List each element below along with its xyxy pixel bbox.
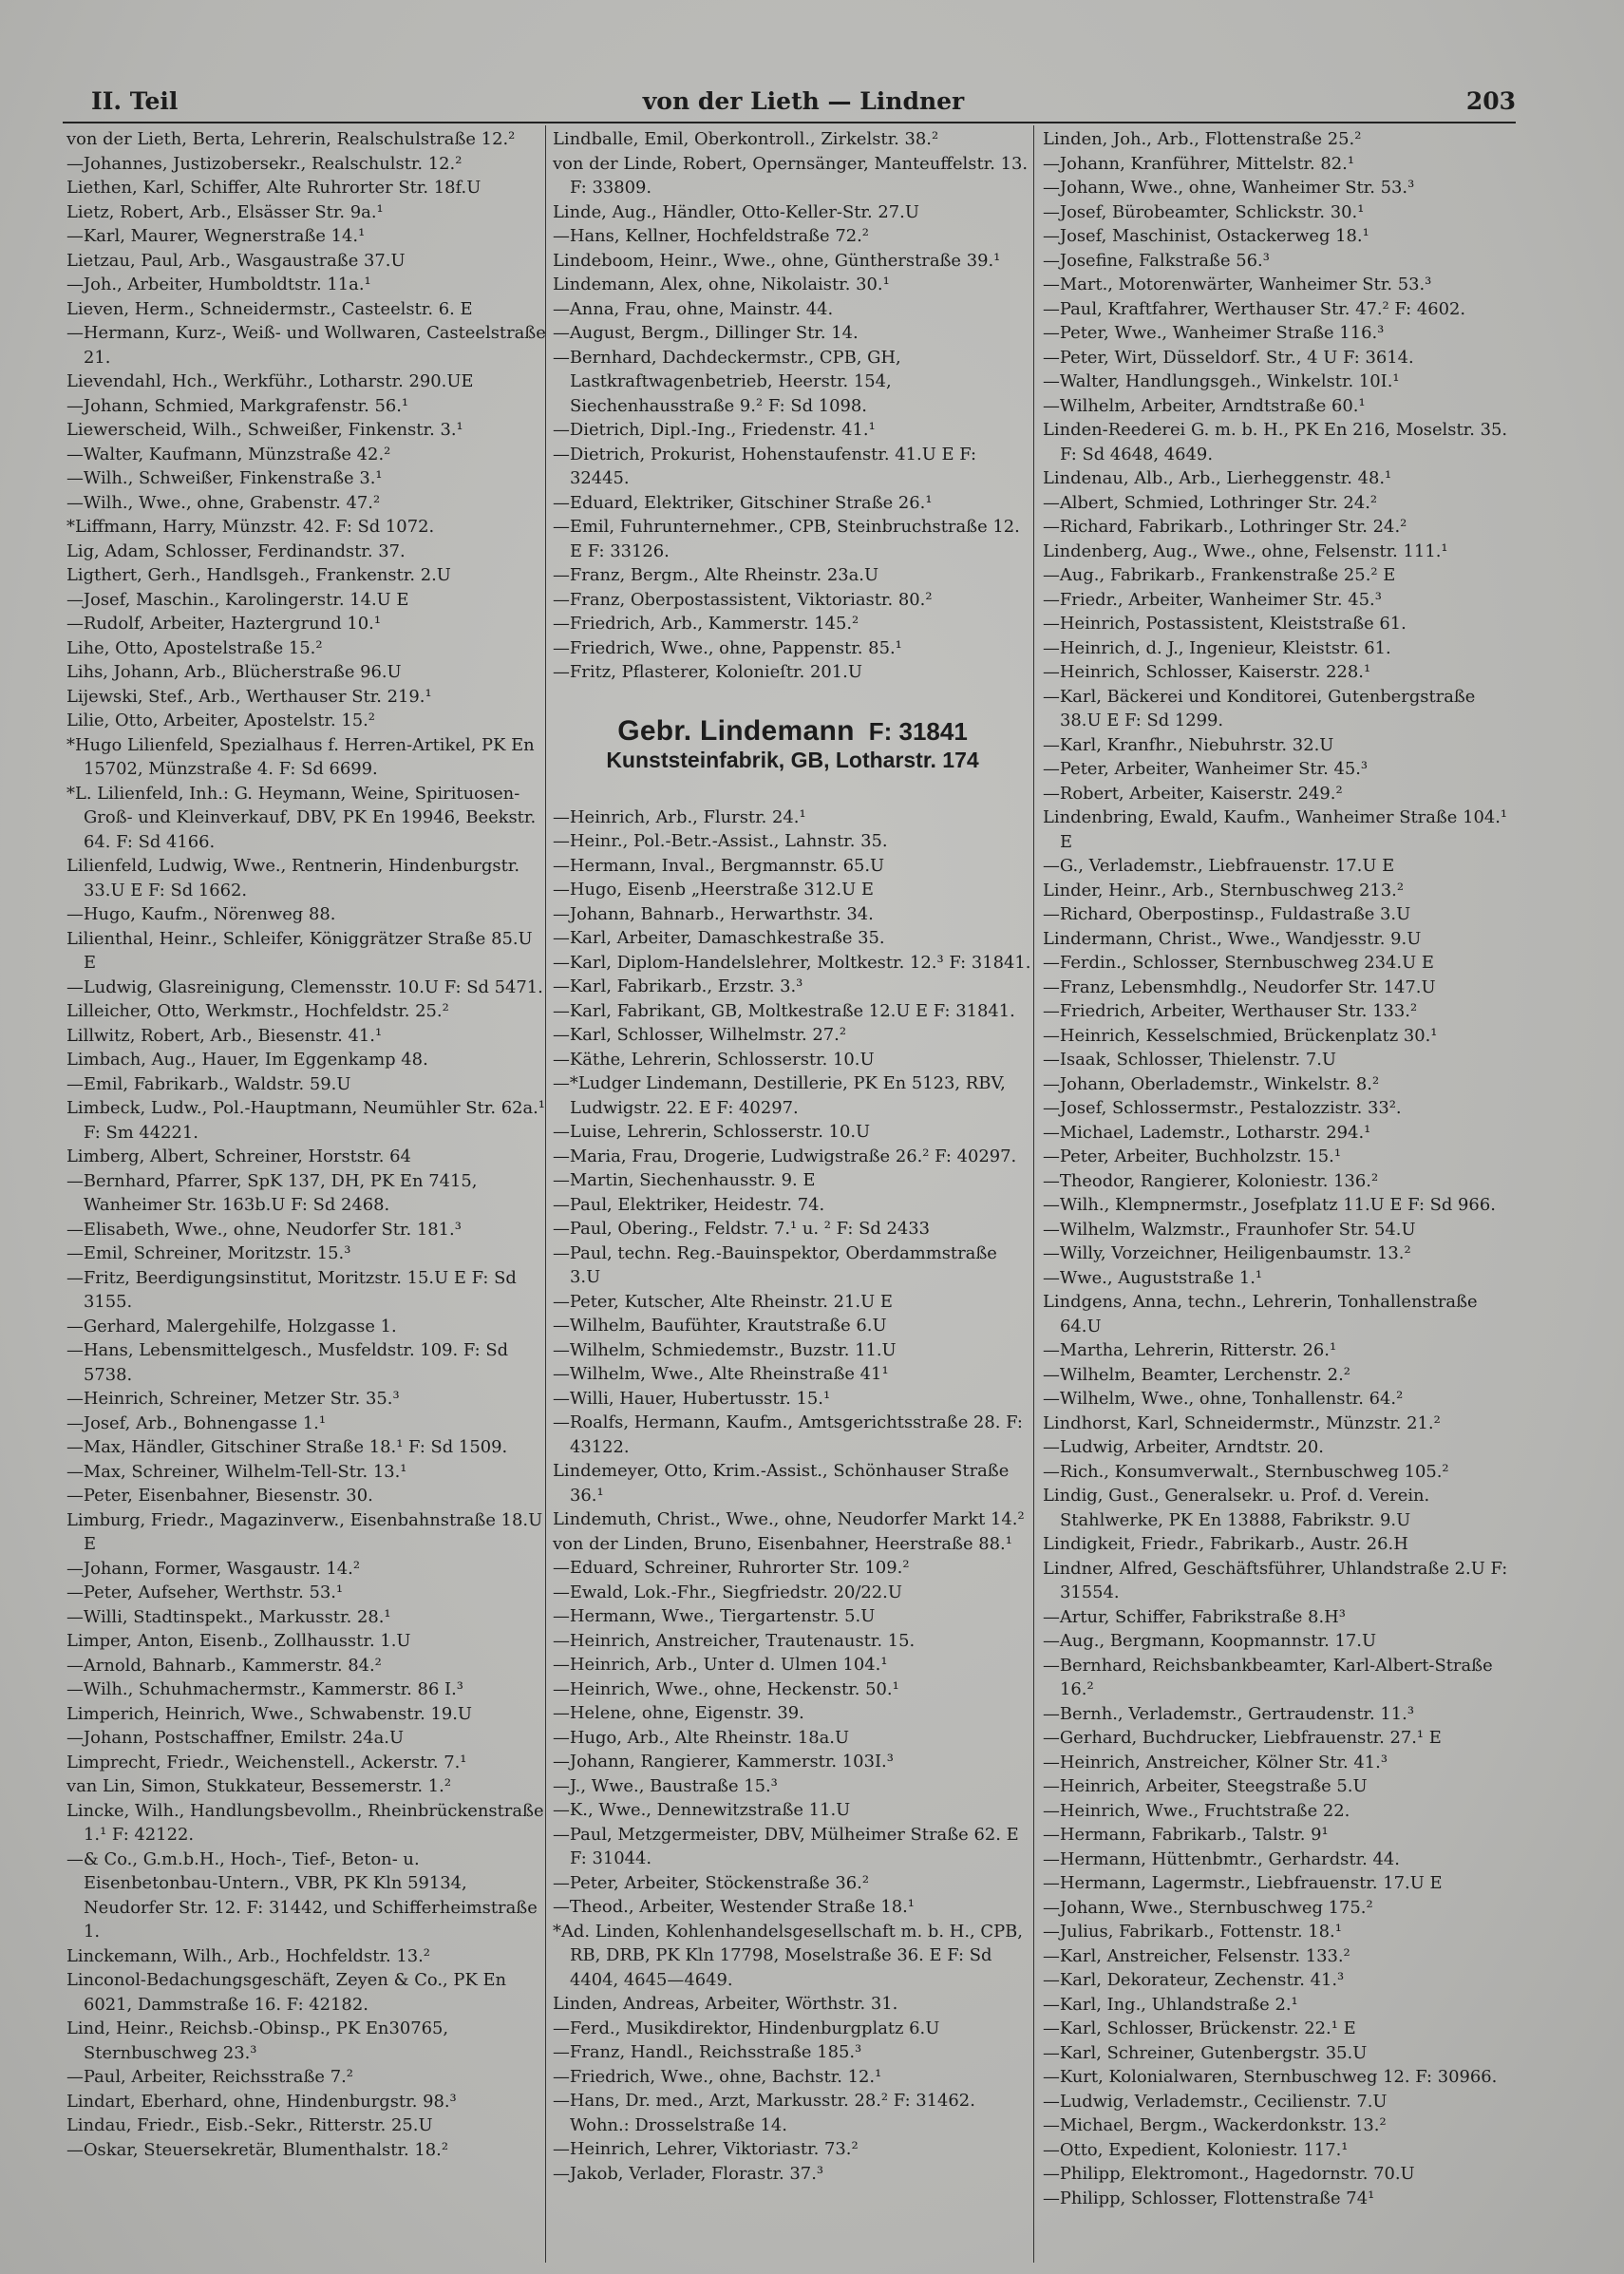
directory-entry: Limburg, Friedr., Magazinverw., Eisenbahnstraße 18.U E [66, 1509, 543, 1554]
directory-entry: —Wilhelm, Schmiedemstr., Buzstr. 11.U [553, 1339, 897, 1360]
directory-entry: —Gerhard, Buchdrucker, Liebfrauenstr. 27.¹ E [1043, 1728, 1442, 1748]
directory-entry: Lietzau, Paul, Arb., Wasgaustraße 37.U [66, 250, 406, 271]
directory-entry: Ligthert, Gerh., Handlsgeh., Frankenstr. 2.U [66, 565, 451, 585]
directory-entry: —Bernhard, Pfarrer, SpK 137, DH, PK En 7415, Wanheimer Str. 163b.U F: Sd 2468. [66, 1170, 478, 1215]
directory-entry: —Heinrich, Kesselschmied, Brückenplatz 30.¹ [1043, 1025, 1438, 1046]
directory-entry: Limper, Anton, Eisenb., Zollhausstr. 1.U [66, 1631, 411, 1651]
directory-entry: Lindenberg, Aug., Wwe., ohne, Felsenstr. 111.¹ [1043, 540, 1448, 561]
directory-entry: —Paul, Kraftfahrer, Werthauser Str. 47.² F: 4602. [1043, 298, 1466, 319]
directory-entry: van Lin, Simon, Stukkateur, Bessemerstr. 1.² [66, 1776, 452, 1796]
directory-entry: von der Lieth, Berta, Lehrerin, Realschulstraße 12.² [66, 129, 516, 149]
directory-entry: Linconol-Bedachungsgeschäft, Zeyen & Co., PK En 6021, Dammstraße 16. F: 42182. [66, 1970, 507, 2015]
directory-entry: —Karl, Ing., Uhlandstraße 2.¹ [1043, 1994, 1298, 2015]
directory-entry: —Hermann, Lagermstr., Liebfrauenstr. 17.U E [1043, 1873, 1443, 1893]
directory-entry: Limperich, Heinrich, Wwe., Schwabenstr. 19.U [66, 1703, 472, 1724]
directory-entry: —Friedrich, Wwe., ohne, Pappenstr. 85.¹ [553, 637, 902, 658]
directory-entry: Linden, Joh., Arb., Flottenstraße 25.² [1043, 129, 1362, 149]
directory-entry: —Heinrich, Anstreicher, Kölner Str. 41.³ [1043, 1752, 1388, 1772]
directory-entry: —Johann, Bahnarb., Herwarthstr. 34. [553, 903, 874, 924]
directory-entry: —Robert, Arbeiter, Kaiserstr. 249.² [1043, 783, 1343, 804]
directory-entry: —Ferd., Musikdirektor, Hindenburgplatz 6.U [553, 2018, 940, 2038]
directory-entry: —Karl, Fabrikarb., Erzstr. 3.³ [553, 976, 803, 996]
directory-entry: Lindau, Friedr., Eisb.-Sekr., Ritterstr. 25.U [66, 2115, 433, 2135]
directory-entry: —Martha, Lehrerin, Ritterstr. 26.¹ [1043, 1340, 1337, 1360]
directory-entry: —*Ludger Lindemann, Destillerie, PK En 5123, RBV, Ludwigstr. 22. E F: 40297. [553, 1073, 1006, 1118]
directory-entry: Lilienfeld, Ludwig, Wwe., Rentnerin, Hindenburgstr. 33.U E F: Sd 1662. [66, 856, 520, 900]
directory-entry: —Otto, Expedient, Koloniestr. 117.¹ [1043, 2139, 1349, 2160]
directory-entry: —Theod., Arbeiter, Westender Straße 18.¹ [553, 1897, 915, 1917]
directory-entry: —Paul, techn. Reg.-Bauinspektor, Oberdammstraße 3.U [553, 1242, 997, 1287]
directory-entry: —Oskar, Steuersekretär, Blumenthalstr. 18.² [66, 2139, 448, 2160]
directory-entry: —Hermann, Wwe., Tiergartenstr. 5.U [553, 1606, 876, 1626]
directory-entry: —G., Verlademstr., Liebfrauenstr. 17.U E [1043, 856, 1395, 876]
directory-entry: —Joh., Arbeiter, Humboldtstr. 11a.¹ [66, 275, 371, 294]
directory-entry: —Peter, Arbeiter, Stöckenstraße 36.² [553, 1872, 870, 1893]
directory-entry: —Johann, Former, Wasgaustr. 14.² [66, 1558, 360, 1579]
directory-entry: —Heinrich, Arb., Unter d. Ulmen 104.¹ [553, 1655, 888, 1675]
directory-entry: —Willy, Vorzeichner, Heiligenbaumstr. 13.² [1043, 1243, 1411, 1263]
directory-entry: —Franz, Bergm., Alte Rheinstr. 23a.U [553, 565, 879, 585]
directory-entry: —Peter, Wirt, Düsseldorf. Str., 4 U F: 3614. [1043, 347, 1414, 368]
directory-entry: Lieven, Herm., Schneidermstr., Casteelstr. 6. E [66, 298, 473, 319]
directory-entry: Lindart, Eberhard, ohne, Hindenburgstr. 98.³ [66, 2091, 457, 2112]
header-rule [63, 122, 1516, 123]
directory-entry: Lindermann, Christ., Wwe., Wandjesstr. 9.U [1043, 928, 1422, 949]
directory-entry: Lijewski, Stef., Arb., Werthauser Str. 219.¹ [66, 686, 432, 707]
column-1 [66, 127, 546, 2162]
directory-entry: —Isaak, Schlosser, Thielenstr. 7.U [1043, 1050, 1336, 1070]
directory-entry: —Heinrich, Wwe., ohne, Heckenstr. 50.¹ [553, 1678, 899, 1699]
directory-entry: —Artur, Schiffer, Fabrikstraße 8.H³ [1043, 1606, 1346, 1627]
directory-entry: —Hans, Kellner, Hochfeldstraße 72.² [553, 226, 869, 246]
directory-entry: —Hermann, Hüttenbmtr., Gerhardstr. 44. [1043, 1848, 1400, 1869]
directory-entry: —Friedr., Arbeiter, Wanheimer Str. 45.³ [1043, 589, 1382, 610]
directory-entry: —Heinrich, Arb., Flurstr. 24.¹ [553, 806, 806, 827]
directory-entry: —Friedrich, Arb., Kammerstr. 145.² [553, 614, 859, 634]
directory-entry: —Wilh., Wwe., ohne, Grabenstr. 47.² [66, 492, 381, 513]
directory-entry: —Michael, Bergm., Wackerdonkstr. 13.² [1043, 2115, 1387, 2135]
directory-entry: —Walter, Kaufmann, Münzstraße 42.² [66, 444, 391, 464]
directory-entry: —Franz, Lebensmhdlg., Neudorfer Str. 147.U [1043, 976, 1436, 997]
directory-entry: Lilleicher, Otto, Werkmstr., Hochfeldstr. 25.² [66, 1001, 449, 1021]
directory-entry: —Peter, Arbeiter, Wanheimer Str. 45.³ [1043, 759, 1369, 779]
directory-entry: —Michael, Lademstr., Lotharstr. 294.¹ [1043, 1122, 1371, 1143]
directory-entry: —Johann, Postschaffner, Emilstr. 24a.U [66, 1728, 405, 1748]
directory-entry: Linder, Heinr., Arb., Sternbuschweg 213.² [1043, 880, 1405, 900]
directory-entry: Lihs, Johann, Arb., Blücherstraße 96.U [66, 662, 402, 682]
directory-entry: —Hans, Dr. med., Arzt, Markusstr. 28.² F: 31462. Wohn.: Drosselstraße 14. [553, 2091, 975, 2135]
directory-entry: —Fritz, Beerdigungsinstitut, Moritzstr. 15.U E F: Sd 3155. [66, 1267, 517, 1312]
directory-entry: —Josef, Maschin., Karolingerstr. 14.U E [66, 589, 409, 610]
directory-entry: von der Linde, Robert, Opernsänger, Manteuffelstr. 13. F: 33809. [553, 153, 1029, 198]
directory-entry: —Albert, Schmied, Lothringer Str. 24.² [1043, 492, 1378, 513]
directory-entry: —Rudolf, Arbeiter, Haztergrund 10.¹ [66, 614, 381, 634]
directory-entry: —Elisabeth, Wwe., ohne, Neudorfer Str. 181.³ [66, 1219, 462, 1240]
directory-entry: —Max, Händler, Gitschiner Straße 18.¹ F: Sd 1509. [66, 1437, 508, 1457]
directory-entry: —Heinrich, Postassistent, Kleiststraße 61. [1043, 614, 1407, 634]
directory-entry: *Hugo Lilienfeld, Spezialhaus f. Herren-Artikel, PK En 15702, Münzstraße 4. F: Sd 6699. [66, 734, 535, 779]
directory-entry: Limprecht, Friedr., Weichenstell., Ackerstr. 7.¹ [66, 1752, 467, 1772]
directory-entry: —Wilh., Schweißer, Finkenstraße 3.¹ [66, 468, 383, 488]
directory-entry: —Karl, Dekorateur, Zechenstr. 41.³ [1043, 1970, 1345, 1990]
directory-entry: —Ludwig, Glasreinigung, Clemensstr. 10.U F: Sd 5471. [66, 976, 543, 997]
directory-entry: —August, Bergm., Dillinger Str. 14. [553, 323, 859, 343]
directory-entry: —Karl, Schlosser, Wilhelmstr. 27.² [553, 1025, 847, 1045]
directory-entry: —Aug., Bergmann, Koopmannstr. 17.U [1043, 1631, 1377, 1651]
directory-entry: —K., Wwe., Dennewitzstraße 11.U [553, 1800, 851, 1820]
directory-entry: —Josef, Arb., Bohnengasse 1.¹ [66, 1412, 327, 1433]
directory-entry: —Anna, Frau, ohne, Mainstr. 44. [553, 298, 834, 319]
directory-entry: —Hugo, Eisenb „Heerstraße 312.U E [553, 880, 874, 900]
directory-entry: Lilienthal, Heinr., Schleifer, Königgrätzer Straße 85.U E [66, 928, 533, 973]
directory-entry: —Emil, Fuhrunternehmer., CPB, Steinbruchstraße 12. E F: 33126. [553, 517, 1020, 561]
directory-entry: Lilie, Otto, Arbeiter, Apostelstr. 15.² [66, 711, 375, 730]
directory-entry: —Paul, Elektriker, Heidestr. 74. [553, 1194, 825, 1215]
directory-entry: Lillwitz, Robert, Arb., Biesenstr. 41.¹ [66, 1025, 383, 1046]
directory-entry: —J., Wwe., Baustraße 15.³ [553, 1775, 778, 1796]
directory-entry: —Ewald, Lok.-Fhr., Siegfriedstr. 20/22.U [553, 1582, 902, 1602]
directory-entry: —Martin, Siechenhausstr. 9. E [553, 1170, 816, 1190]
directory-entry: —Philipp, Elektromont., Hagedornstr. 70.U [1043, 2164, 1415, 2184]
directory-entry: —Roalfs, Hermann, Kaufm., Amtsgerichtsstraße 28. F: 43122. [553, 1412, 1023, 1457]
directory-entry: Lihe, Otto, Apostelstraße 15.² [66, 637, 323, 658]
directory-entry: Lindballe, Emil, Oberkontroll., Zirkelstr. 38.² [553, 129, 939, 149]
directory-entry: Lindemeyer, Otto, Krim.-Assist., Schönhauser Straße 36.¹ [553, 1461, 1010, 1506]
directory-entry: —Wilhelm, Wwe., ohne, Tonhallenstr. 64.² [1043, 1389, 1404, 1409]
directory-entry: —Richard, Fabrikarb., Lothringer Str. 24.² [1043, 517, 1407, 537]
directory-entry: —Karl, Schlosser, Brückenstr. 22.¹ E [1043, 2018, 1356, 2038]
directory-entry: —Johannes, Justizobersekr., Realschulstr. 12.² [66, 153, 463, 174]
directory-entry: —Rich., Konsumverwalt., Sternbuschweg 105.² [1043, 1461, 1449, 1482]
directory-entry: —Arnold, Bahnarb., Kammerstr. 84.² [66, 1655, 382, 1676]
directory-entry: —Gerhard, Malergehilfe, Holzgasse 1. [66, 1316, 397, 1336]
directory-entry: Linden-Reederei G. m. b. H., PK En 216, Moselstr. 35. F: Sd 4648, 4649. [1043, 420, 1508, 464]
directory-entry: Lindgens, Anna, techn., Lehrerin, Tonhallenstraße 64.U [1043, 1292, 1478, 1336]
directory-entry: —Heinr., Pol.-Betr.-Assist., Lahnstr. 35. [553, 831, 888, 851]
directory-entry: Linckemann, Wilh., Arb., Hochfeldstr. 13.² [66, 1945, 430, 1966]
column-2-top [553, 127, 1032, 685]
directory-entry: —Willi, Hauer, Hubertusstr. 15.¹ [553, 1388, 831, 1409]
ad-subtitle: Kunststeinfabrik, GB, Lotharstr. 174 [606, 748, 979, 772]
directory-entry: —Hugo, Arb., Alte Rheinstr. 18a.U [553, 1727, 850, 1748]
directory-entry: —Josef, Bürobeamter, Schlickstr. 30.¹ [1043, 201, 1365, 222]
directory-entry: —Peter, Wwe., Wanheimer Straße 116.³ [1043, 323, 1385, 343]
directory-entry: Lig, Adam, Schlosser, Ferdinandstr. 37. [66, 540, 406, 561]
directory-entry: Limbach, Aug., Hauer, Im Eggenkamp 48. [66, 1050, 428, 1070]
directory-entry: —Peter, Eisenbahner, Biesenstr. 30. [66, 1486, 373, 1506]
directory-entry: —Walter, Handlungsgeh., Winkelstr. 10I.¹ [1043, 371, 1400, 391]
directory-entry: —Heinrich, Wwe., Fruchtstraße 22. [1043, 1800, 1350, 1821]
column-divider-2 [1033, 125, 1034, 2263]
directory-entry: —Johann, Wwe., Sternbuschweg 175.² [1043, 1897, 1373, 1918]
directory-entry: —Karl, Fabrikant, GB, Moltkestraße 12.U E F: 31841. [553, 1000, 1015, 1021]
directory-entry: Lievendahl, Hch., Werkführ., Lotharstr. 290.UE [66, 371, 474, 391]
directory-entry: Lietz, Robert, Arb., Elsässer Str. 9a.¹ [66, 201, 384, 222]
directory-entry: —Wilhelm, Baufühter, Krautstraße 6.U [553, 1316, 887, 1336]
directory-entry: —Johann, Kranführer, Mittelstr. 82.¹ [1043, 153, 1354, 174]
directory-entry: Linden, Andreas, Arbeiter, Wörthstr. 31. [553, 1994, 898, 2014]
directory-entry: —Dietrich, Dipl.-Ing., Friedenstr. 41.¹ [553, 420, 876, 440]
directory-entry: —Max, Schreiner, Wilhelm-Tell-Str. 13.¹ [66, 1461, 407, 1482]
directory-entry: Linde, Aug., Händler, Otto-Keller-Str. 27.U [553, 201, 919, 222]
directory-entry: Liethen, Karl, Schiffer, Alte Ruhrorter Str. 18f.U [66, 178, 482, 198]
directory-entry: —Käthe, Lehrerin, Schlosserstr. 10.U [553, 1049, 875, 1070]
directory-entry: —Ludwig, Arbeiter, Arndtstr. 20. [1043, 1437, 1324, 1457]
directory-entry: —Fritz, Pflasterer, Kolonieſtr. 201.U [553, 662, 862, 682]
directory-entry: —Kurt, Kolonialwaren, Sternbuschweg 12. F: 30966. [1043, 2067, 1498, 2087]
directory-entry: —& Co., G.m.b.H., Hoch-, Tief-, Beton- u. Eisenbetonbau-Untern., VBR, PK Kln 59134, Neudorfer Str. 12. F: 31442, und Schifferheimstraße 1. [66, 1848, 538, 1942]
directory-entry: —Dietrich, Prokurist, Hohenstaufenstr. 41.U E F: 32445. [553, 444, 977, 488]
directory-entry: —Hugo, Kaufm., Nörenweg 88. [66, 904, 336, 924]
directory-entry: Lindig, Gust., Generalsekr. u. Prof. d. Verein. Stahlwerke, PK En 13888, Fabrikstr. 9.U [1043, 1486, 1430, 1530]
directory-entry: —Paul, Obering., Feldstr. 7.¹ u. ² F: Sd 2433 [553, 1219, 931, 1239]
directory-entry: —Wilh., Schuhmachermstr., Kammerstr. 86 I.³ [66, 1679, 463, 1699]
directory-entry: —Wilhelm, Beamter, Lerchenstr. 2.² [1043, 1364, 1350, 1385]
directory-entry: —Emil, Schreiner, Moritzstr. 15.³ [66, 1243, 351, 1263]
directory-entry: —Richard, Oberpostinsp., Fuldastraße 3.U [1043, 904, 1411, 924]
directory-entry: —Willi, Stadtinspekt., Markusstr. 28.¹ [66, 1606, 391, 1627]
directory-entry: *L. Lilienfeld, Inh.: G. Heymann, Weine, Spirituosen-Groß- und Kleinverkauf, DBV, PK En 19946, Beekstr. 64. F: Sd 4166. [66, 783, 537, 852]
directory-entry: —Bernhard, Reichsbankbeamter, Karl-Albert-Straße 16.² [1043, 1655, 1493, 1699]
directory-entry: —Hermann, Kurz-, Weiß- und Wollwaren, Casteelstraße 21. [66, 323, 546, 368]
directory-entry: —Karl, Schreiner, Gutenbergstr. 35.U [1043, 2042, 1368, 2063]
header-section: II. Teil [91, 87, 179, 115]
directory-entry: —Heinrich, Schlosser, Kaiserstr. 228.¹ [1043, 662, 1371, 682]
directory-entry: —Hans, Lebensmittelgesch., Musfeldstr. 109. F: Sd 5738. [66, 1340, 509, 1385]
page-number: 203 [1465, 87, 1516, 115]
ad-phone: F: 31841 [868, 716, 968, 746]
directory-entry: —Johann, Oberlademstr., Winkelstr. 8.² [1043, 1073, 1380, 1094]
directory-entry: —Ludwig, Verlademstr., Cecilienstr. 7.U [1043, 2091, 1388, 2112]
header-range: von der Lieth — Lindner [642, 87, 965, 115]
directory-entry: —Theodor, Rangierer, Koloniestr. 136.² [1043, 1170, 1379, 1191]
directory-entry: —Paul, Metzgermeister, DBV, Mülheimer Straße 62. E F: 31044. [553, 1824, 1019, 1868]
directory-entry: Lincke, Wilh., Handlungsbevollm., Rheinbrückenstraße 1.¹ F: 42122. [66, 1800, 544, 1845]
directory-entry: —Franz, Oberpostassistent, Viktoriastr. 80.² [553, 589, 933, 610]
directory-entry: —Julius, Fabrikarb., Fottenstr. 18.¹ [1043, 1922, 1342, 1942]
column-2 [553, 127, 1032, 2186]
directory-entry: —Wilh., Klempnermstr., Josefplatz 11.U E F: Sd 966. [1043, 1195, 1496, 1215]
page-header [91, 87, 1516, 125]
advertisement [553, 714, 1032, 773]
directory-entry: —Wilhelm, Arbeiter, Arndtstraße 60.¹ [1043, 395, 1366, 416]
directory-entry: —Mart., Motorenwärter, Wanheimer Str. 53.³ [1043, 275, 1432, 294]
directory-entry: —Hermann, Inval., Bergmannstr. 65.U [553, 855, 885, 876]
directory-entry: —Jakob, Verlader, Florastr. 37.³ [553, 2163, 824, 2184]
directory-entry: —Heinrich, Anstreicher, Trautenaustr. 15. [553, 1630, 916, 1651]
directory-entry: Lindhorst, Karl, Schneidermstr., Münzstr. 21.² [1043, 1412, 1441, 1433]
directory-entry: Limbeck, Ludw., Pol.-Hauptmann, Neumühler Str. 62a.¹ F: Sm 44221. [66, 1098, 545, 1143]
directory-entry: —Johann, Wwe., ohne, Wanheimer Str. 53.³ [1043, 178, 1415, 198]
column-2-bottom [553, 805, 1032, 2187]
directory-entry: —Philipp, Schlosser, Flottenstraße 74¹ [1043, 2188, 1375, 2208]
directory-entry: Lindeboom, Heinr., Wwe., ohne, Güntherstraße 39.¹ [553, 250, 1001, 271]
ad-company-name: Gebr. Lindemann [617, 714, 855, 747]
directory-entry: —Wilhelm, Walzmstr., Fraunhofer Str. 54.U [1043, 1219, 1416, 1240]
directory-entry: —Karl, Kranfhr., Niebuhrstr. 32.U [1043, 734, 1334, 755]
directory-entry: Liewerscheid, Wilh., Schweißer, Finkenstr. 3.¹ [66, 420, 463, 440]
directory-entry: Lindenau, Alb., Arb., Lierheggenstr. 48.¹ [1043, 468, 1392, 488]
directory-entry: —Paul, Arbeiter, Reichsstraße 7.² [66, 2067, 353, 2087]
directory-entry: —Helene, ohne, Eigenstr. 39. [553, 1703, 804, 1723]
directory-entry: —Heinrich, Schreiner, Metzer Str. 35.³ [66, 1389, 400, 1409]
directory-entry: —Karl, Anstreicher, Felsenstr. 133.² [1043, 1945, 1350, 1966]
directory-entry: —Karl, Maurer, Wegnerstraße 14.¹ [66, 226, 366, 246]
directory-entry: Lind, Heinr., Reichsb.-Obinsp., PK En30765, Sternbuschweg 23.³ [66, 2018, 449, 2063]
directory-entry: —Maria, Frau, Drogerie, Ludwigstraße 26.² F: 40297. [553, 1146, 1017, 1166]
directory-entry: —Franz, Handl., Reichsstraße 185.³ [553, 2042, 862, 2062]
directory-entry: —Heinrich, d. J., Ingenieur, Kleiststr. 61. [1043, 637, 1391, 658]
directory-entry: —Heinrich, Arbeiter, Steegstraße 5.U [1043, 1776, 1368, 1796]
directory-entry: —Peter, Arbeiter, Buchholzstr. 15.¹ [1043, 1146, 1342, 1166]
directory-entry: Limberg, Albert, Schreiner, Horststr. 64 [66, 1146, 411, 1166]
directory-entry: —Johann, Rangierer, Kammerstr. 103I.³ [553, 1752, 894, 1772]
directory-entry: —Josef, Maschinist, Ostackerweg 18.¹ [1043, 226, 1369, 246]
directory-entry: —Peter, Aufseher, Werthstr. 53.¹ [66, 1582, 344, 1602]
directory-entry: —Aug., Fabrikarb., Frankenstraße 25.² E [1043, 565, 1396, 585]
directory-entry: —Karl, Bäckerei und Konditorei, Gutenbergstraße 38.U E F: Sd 1299. [1043, 686, 1476, 730]
directory-entry: Lindemann, Alex, ohne, Nikolaistr. 30.¹ [553, 275, 890, 294]
directory-entry: —Peter, Kutscher, Alte Rheinstr. 21.U E [553, 1291, 893, 1312]
directory-entry: *Ad. Linden, Kohlenhandelsgesellschaft m. b. H., CPB, RB, DRB, PK Kln 17798, Moselstraße 36. E F: Sd 4404, 4645—4649. [553, 1921, 1023, 1990]
directory-entry: Lindigkeit, Friedr., Fabrikarb., Austr. 26.H [1043, 1534, 1408, 1554]
directory-entry: —Josefine, Falkstraße 56.³ [1043, 250, 1270, 271]
directory-entry: —Hermann, Fabrikarb., Talstr. 9¹ [1043, 1825, 1329, 1845]
directory-entry: *Liffmann, Harry, Münzstr. 42. F: Sd 1072. [66, 517, 435, 537]
directory-entry: Lindner, Alfred, Geschäftsführer, Uhlandstraße 2.U F: 31554. [1043, 1558, 1508, 1602]
directory-entry: —Eduard, Elektriker, Gitschiner Straße 26.¹ [553, 492, 933, 513]
directory-entry: —Friedrich, Wwe., ohne, Bachstr. 12.¹ [553, 2066, 882, 2087]
directory-entry: —Wwe., Auguststraße 1.¹ [1043, 1267, 1263, 1288]
directory-entry: —Karl, Diplom-Handelslehrer, Moltkestr. 12.³ F: 31841. [553, 952, 1031, 973]
directory-entry: —Karl, Arbeiter, Damaschkestraße 35. [553, 928, 885, 948]
directory-entry: —Heinrich, Lehrer, Viktoriastr. 73.² [553, 2139, 859, 2159]
directory-entry: Lindemuth, Christ., Wwe., ohne, Neudorfer Markt 14.² [553, 1509, 1025, 1529]
directory-entry: —Wilhelm, Wwe., Alte Rheinstraße 41¹ [553, 1364, 889, 1384]
column-3 [1043, 127, 1518, 2210]
directory-entry: von der Linden, Bruno, Eisenbahner, Heerstraße 88.¹ [553, 1533, 1012, 1554]
directory-entry: —Josef, Schlossermstr., Pestalozzistr. 33². [1043, 1098, 1402, 1118]
directory-entry: —Bernhard, Dachdeckermstr., CPB, GH, Lastkraftwagenbetrieb, Heerstr. 154, Siechenhausstraße 9.² F: Sd 1098. [553, 347, 901, 416]
directory-entry: —Johann, Schmied, Markgrafenstr. 56.¹ [66, 395, 409, 416]
directory-entry: —Friedrich, Arbeiter, Werthauser Str. 133.² [1043, 1001, 1418, 1021]
directory-entry: —Bernh., Verlademstr., Gertraudenstr. 11.³ [1043, 1703, 1414, 1724]
directory-entry: —Emil, Fabrikarb., Waldstr. 59.U [66, 1073, 351, 1094]
directory-entry: —Ferdin., Schlosser, Sternbuschweg 234.U E [1043, 953, 1434, 973]
directory-entry: —Luise, Lehrerin, Schlosserstr. 10.U [553, 1122, 871, 1142]
directory-entry: Lindenbring, Ewald, Kaufm., Wanheimer Straße 104.¹ E [1043, 807, 1508, 852]
directory-entry: —Eduard, Schreiner, Ruhrorter Str. 109.² [553, 1558, 910, 1578]
